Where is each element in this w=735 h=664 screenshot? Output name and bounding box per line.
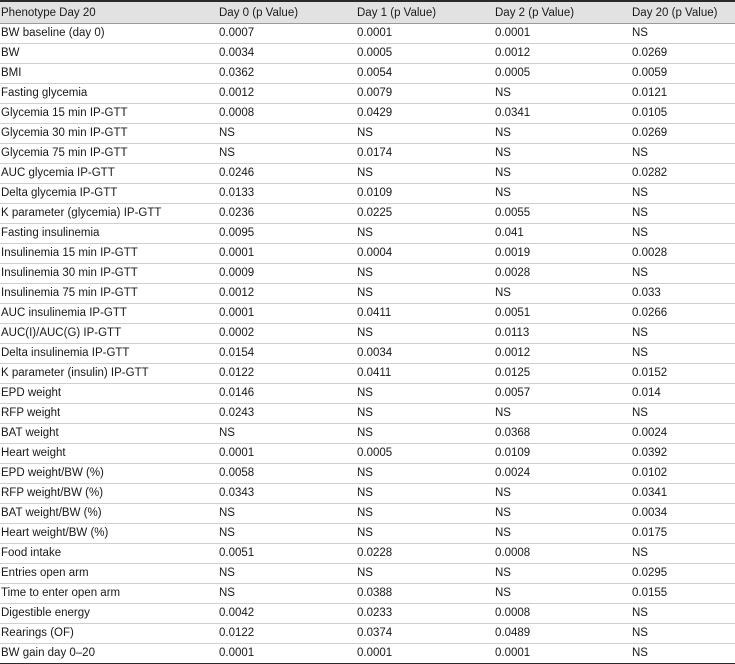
day0-pvalue-cell: 0.0122: [218, 624, 356, 644]
phenotype-cell: Glycemia 30 min IP-GTT: [0, 124, 218, 144]
day2-pvalue-cell: 0.0008: [494, 544, 631, 564]
day0-pvalue-cell: 0.0001: [218, 444, 356, 464]
day1-pvalue-cell: NS: [356, 324, 494, 344]
table-row: [0, 284, 735, 304]
day20-pvalue-cell: 0.0059: [631, 64, 735, 84]
day20-pvalue-cell: 0.0175: [631, 524, 735, 544]
day0-pvalue-cell: NS: [218, 584, 356, 604]
table-row: [0, 404, 735, 424]
day0-pvalue-cell: NS: [218, 524, 356, 544]
phenotype-cell: Fasting insulinemia: [0, 224, 218, 244]
day2-pvalue-cell: 0.0005: [494, 64, 631, 84]
day2-pvalue-cell: 0.0001: [494, 644, 631, 664]
phenotype-cell: RFP weight/BW (%): [0, 484, 218, 504]
day20-pvalue-cell: 0.0266: [631, 304, 735, 324]
day2-pvalue-cell: 0.0368: [494, 424, 631, 444]
header-day0: Day 0 (p Value): [218, 1, 356, 24]
day2-pvalue-cell: NS: [494, 504, 631, 524]
phenotype-cell: Delta glycemia IP-GTT: [0, 184, 218, 204]
table-row: [0, 544, 735, 564]
phenotype-cell: Digestible energy: [0, 604, 218, 624]
day20-pvalue-cell: NS: [631, 604, 735, 624]
phenotype-cell: Heart weight: [0, 444, 218, 464]
day2-pvalue-cell: NS: [494, 524, 631, 544]
day2-pvalue-cell: 0.0109: [494, 444, 631, 464]
phenotype-cell: Time to enter open arm: [0, 584, 218, 604]
day1-pvalue-cell: NS: [356, 224, 494, 244]
day20-pvalue-cell: 0.0282: [631, 164, 735, 184]
day2-pvalue-cell: NS: [494, 284, 631, 304]
phenotype-cell: Food intake: [0, 544, 218, 564]
phenotype-cell: Fasting glycemia: [0, 84, 218, 104]
phenotype-cell: AUC insulinemia IP-GTT: [0, 304, 218, 324]
phenotype-cell: Insulinemia 15 min IP-GTT: [0, 244, 218, 264]
phenotype-cell: AUC glycemia IP-GTT: [0, 164, 218, 184]
day20-pvalue-cell: 0.0295: [631, 564, 735, 584]
table-row: [0, 184, 735, 204]
day2-pvalue-cell: 0.0019: [494, 244, 631, 264]
day20-pvalue-cell: 0.0392: [631, 444, 735, 464]
phenotype-cell: BW gain day 0–20: [0, 644, 218, 664]
day1-pvalue-cell: 0.0005: [356, 44, 494, 64]
table-row: [0, 344, 735, 364]
phenotype-cell: Insulinemia 30 min IP-GTT: [0, 264, 218, 284]
day2-pvalue-cell: NS: [494, 404, 631, 424]
day2-pvalue-cell: 0.0125: [494, 364, 631, 384]
day1-pvalue-cell: NS: [356, 464, 494, 484]
day1-pvalue-cell: 0.0005: [356, 444, 494, 464]
table-row: [0, 264, 735, 284]
day2-pvalue-cell: 0.0024: [494, 464, 631, 484]
day1-pvalue-cell: 0.0228: [356, 544, 494, 564]
phenotype-cell: Delta insulinemia IP-GTT: [0, 344, 218, 364]
table-row: [0, 464, 735, 484]
day0-pvalue-cell: 0.0002: [218, 324, 356, 344]
day2-pvalue-cell: 0.0028: [494, 264, 631, 284]
table-row: [0, 364, 735, 384]
day0-pvalue-cell: 0.0042: [218, 604, 356, 624]
day2-pvalue-cell: 0.0057: [494, 384, 631, 404]
day1-pvalue-cell: 0.0411: [356, 364, 494, 384]
day1-pvalue-cell: 0.0374: [356, 624, 494, 644]
day20-pvalue-cell: 0.0034: [631, 504, 735, 524]
header-day2: Day 2 (p Value): [494, 1, 631, 24]
day2-pvalue-cell: 0.041: [494, 224, 631, 244]
day20-pvalue-cell: NS: [631, 624, 735, 644]
phenotype-cell: BAT weight: [0, 424, 218, 444]
day1-pvalue-cell: NS: [356, 484, 494, 504]
day1-pvalue-cell: NS: [356, 524, 494, 544]
day2-pvalue-cell: 0.0489: [494, 624, 631, 644]
day2-pvalue-cell: 0.0055: [494, 204, 631, 224]
day20-pvalue-cell: NS: [631, 24, 735, 44]
day1-pvalue-cell: 0.0174: [356, 144, 494, 164]
phenotype-cell: K parameter (insulin) IP-GTT: [0, 364, 218, 384]
day1-pvalue-cell: NS: [356, 164, 494, 184]
day1-pvalue-cell: 0.0054: [356, 64, 494, 84]
day20-pvalue-cell: 0.0024: [631, 424, 735, 444]
table-row: [0, 484, 735, 504]
table-row: [0, 424, 735, 444]
day0-pvalue-cell: 0.0007: [218, 24, 356, 44]
day1-pvalue-cell: NS: [356, 384, 494, 404]
day20-pvalue-cell: NS: [631, 644, 735, 664]
day20-pvalue-cell: 0.0102: [631, 464, 735, 484]
day0-pvalue-cell: NS: [218, 124, 356, 144]
day2-pvalue-cell: NS: [494, 164, 631, 184]
table-row: [0, 444, 735, 464]
day20-pvalue-cell: 0.0152: [631, 364, 735, 384]
phenotype-cell: RFP weight: [0, 404, 218, 424]
day0-pvalue-cell: 0.0133: [218, 184, 356, 204]
phenotype-cell: BW: [0, 44, 218, 64]
day20-pvalue-cell: 0.014: [631, 384, 735, 404]
day1-pvalue-cell: 0.0001: [356, 644, 494, 664]
day0-pvalue-cell: NS: [218, 504, 356, 524]
phenotype-cell: K parameter (glycemia) IP-GTT: [0, 204, 218, 224]
day20-pvalue-cell: 0.0155: [631, 584, 735, 604]
day1-pvalue-cell: 0.0429: [356, 104, 494, 124]
day20-pvalue-cell: NS: [631, 264, 735, 284]
table-row: [0, 604, 735, 624]
day0-pvalue-cell: 0.0095: [218, 224, 356, 244]
day2-pvalue-cell: 0.0001: [494, 24, 631, 44]
table-row: [0, 24, 735, 44]
day20-pvalue-cell: 0.0269: [631, 44, 735, 64]
day0-pvalue-cell: NS: [218, 144, 356, 164]
day0-pvalue-cell: 0.0058: [218, 464, 356, 484]
day1-pvalue-cell: NS: [356, 424, 494, 444]
table-header: [0, 1, 735, 24]
day20-pvalue-cell: 0.0121: [631, 84, 735, 104]
day1-pvalue-cell: NS: [356, 284, 494, 304]
day0-pvalue-cell: 0.0343: [218, 484, 356, 504]
day0-pvalue-cell: NS: [218, 564, 356, 584]
day0-pvalue-cell: 0.0246: [218, 164, 356, 184]
table-row: [0, 584, 735, 604]
day20-pvalue-cell: 0.033: [631, 284, 735, 304]
day1-pvalue-cell: 0.0388: [356, 584, 494, 604]
header-day1: Day 1 (p Value): [356, 1, 494, 24]
day1-pvalue-cell: 0.0411: [356, 304, 494, 324]
day2-pvalue-cell: NS: [494, 184, 631, 204]
table-row: [0, 104, 735, 124]
table-row: [0, 204, 735, 224]
day20-pvalue-cell: NS: [631, 404, 735, 424]
header-row: [0, 1, 735, 24]
day0-pvalue-cell: 0.0243: [218, 404, 356, 424]
day2-pvalue-cell: 0.0012: [494, 44, 631, 64]
day2-pvalue-cell: 0.0341: [494, 104, 631, 124]
day0-pvalue-cell: 0.0012: [218, 84, 356, 104]
day2-pvalue-cell: NS: [494, 484, 631, 504]
phenotype-cell: EPD weight/BW (%): [0, 464, 218, 484]
day2-pvalue-cell: 0.0051: [494, 304, 631, 324]
table-row: [0, 144, 735, 164]
phenotype-cell: Rearings (OF): [0, 624, 218, 644]
table-row: [0, 244, 735, 264]
table-row: [0, 624, 735, 644]
day20-pvalue-cell: 0.0105: [631, 104, 735, 124]
table-row: [0, 524, 735, 544]
day0-pvalue-cell: 0.0012: [218, 284, 356, 304]
day2-pvalue-cell: 0.0012: [494, 344, 631, 364]
day0-pvalue-cell: 0.0008: [218, 104, 356, 124]
day0-pvalue-cell: 0.0236: [218, 204, 356, 224]
day2-pvalue-cell: NS: [494, 84, 631, 104]
day0-pvalue-cell: 0.0001: [218, 304, 356, 324]
day0-pvalue-cell: 0.0154: [218, 344, 356, 364]
day1-pvalue-cell: 0.0079: [356, 84, 494, 104]
table-row: [0, 124, 735, 144]
day20-pvalue-cell: NS: [631, 544, 735, 564]
day0-pvalue-cell: 0.0001: [218, 244, 356, 264]
day0-pvalue-cell: 0.0034: [218, 44, 356, 64]
day2-pvalue-cell: NS: [494, 584, 631, 604]
header-day20: Day 20 (p Value): [631, 1, 735, 24]
day0-pvalue-cell: 0.0009: [218, 264, 356, 284]
phenotype-cell: BW baseline (day 0): [0, 24, 218, 44]
day1-pvalue-cell: 0.0225: [356, 204, 494, 224]
phenotype-cell: Glycemia 15 min IP-GTT: [0, 104, 218, 124]
table-row: [0, 84, 735, 104]
phenotype-cell: BMI: [0, 64, 218, 84]
day2-pvalue-cell: 0.0113: [494, 324, 631, 344]
day20-pvalue-cell: 0.0028: [631, 244, 735, 264]
phenotype-cell: Glycemia 75 min IP-GTT: [0, 144, 218, 164]
phenotype-cell: Insulinemia 75 min IP-GTT: [0, 284, 218, 304]
day1-pvalue-cell: 0.0034: [356, 344, 494, 364]
day20-pvalue-cell: NS: [631, 344, 735, 364]
day1-pvalue-cell: NS: [356, 404, 494, 424]
day1-pvalue-cell: 0.0109: [356, 184, 494, 204]
day20-pvalue-cell: NS: [631, 204, 735, 224]
day1-pvalue-cell: NS: [356, 504, 494, 524]
table-row: [0, 644, 735, 664]
table-row: [0, 44, 735, 64]
table-row: [0, 504, 735, 524]
day2-pvalue-cell: NS: [494, 124, 631, 144]
table-body: [0, 24, 735, 664]
table-row: [0, 324, 735, 344]
table-row: [0, 224, 735, 244]
table-row: [0, 64, 735, 84]
day0-pvalue-cell: 0.0051: [218, 544, 356, 564]
day2-pvalue-cell: NS: [494, 564, 631, 584]
day0-pvalue-cell: 0.0146: [218, 384, 356, 404]
day20-pvalue-cell: 0.0269: [631, 124, 735, 144]
phenotype-cell: BAT weight/BW (%): [0, 504, 218, 524]
header-phenotype: Phenotype Day 20: [0, 1, 218, 24]
phenotype-cell: Heart weight/BW (%): [0, 524, 218, 544]
day1-pvalue-cell: NS: [356, 564, 494, 584]
phenotype-cell: Entries open arm: [0, 564, 218, 584]
day0-pvalue-cell: 0.0362: [218, 64, 356, 84]
day0-pvalue-cell: NS: [218, 424, 356, 444]
day1-pvalue-cell: 0.0004: [356, 244, 494, 264]
day20-pvalue-cell: NS: [631, 224, 735, 244]
day0-pvalue-cell: 0.0122: [218, 364, 356, 384]
table-row: [0, 164, 735, 184]
table-row: [0, 304, 735, 324]
phenotype-cell: AUC(I)/AUC(G) IP-GTT: [0, 324, 218, 344]
day2-pvalue-cell: NS: [494, 144, 631, 164]
table-row: [0, 384, 735, 404]
day1-pvalue-cell: 0.0001: [356, 24, 494, 44]
day0-pvalue-cell: 0.0001: [218, 644, 356, 664]
phenotype-cell: EPD weight: [0, 384, 218, 404]
day20-pvalue-cell: NS: [631, 184, 735, 204]
day20-pvalue-cell: 0.0341: [631, 484, 735, 504]
day2-pvalue-cell: 0.0008: [494, 604, 631, 624]
day20-pvalue-cell: NS: [631, 324, 735, 344]
day20-pvalue-cell: NS: [631, 144, 735, 164]
day1-pvalue-cell: 0.0233: [356, 604, 494, 624]
table-row: [0, 564, 735, 584]
day1-pvalue-cell: NS: [356, 124, 494, 144]
day1-pvalue-cell: NS: [356, 264, 494, 284]
